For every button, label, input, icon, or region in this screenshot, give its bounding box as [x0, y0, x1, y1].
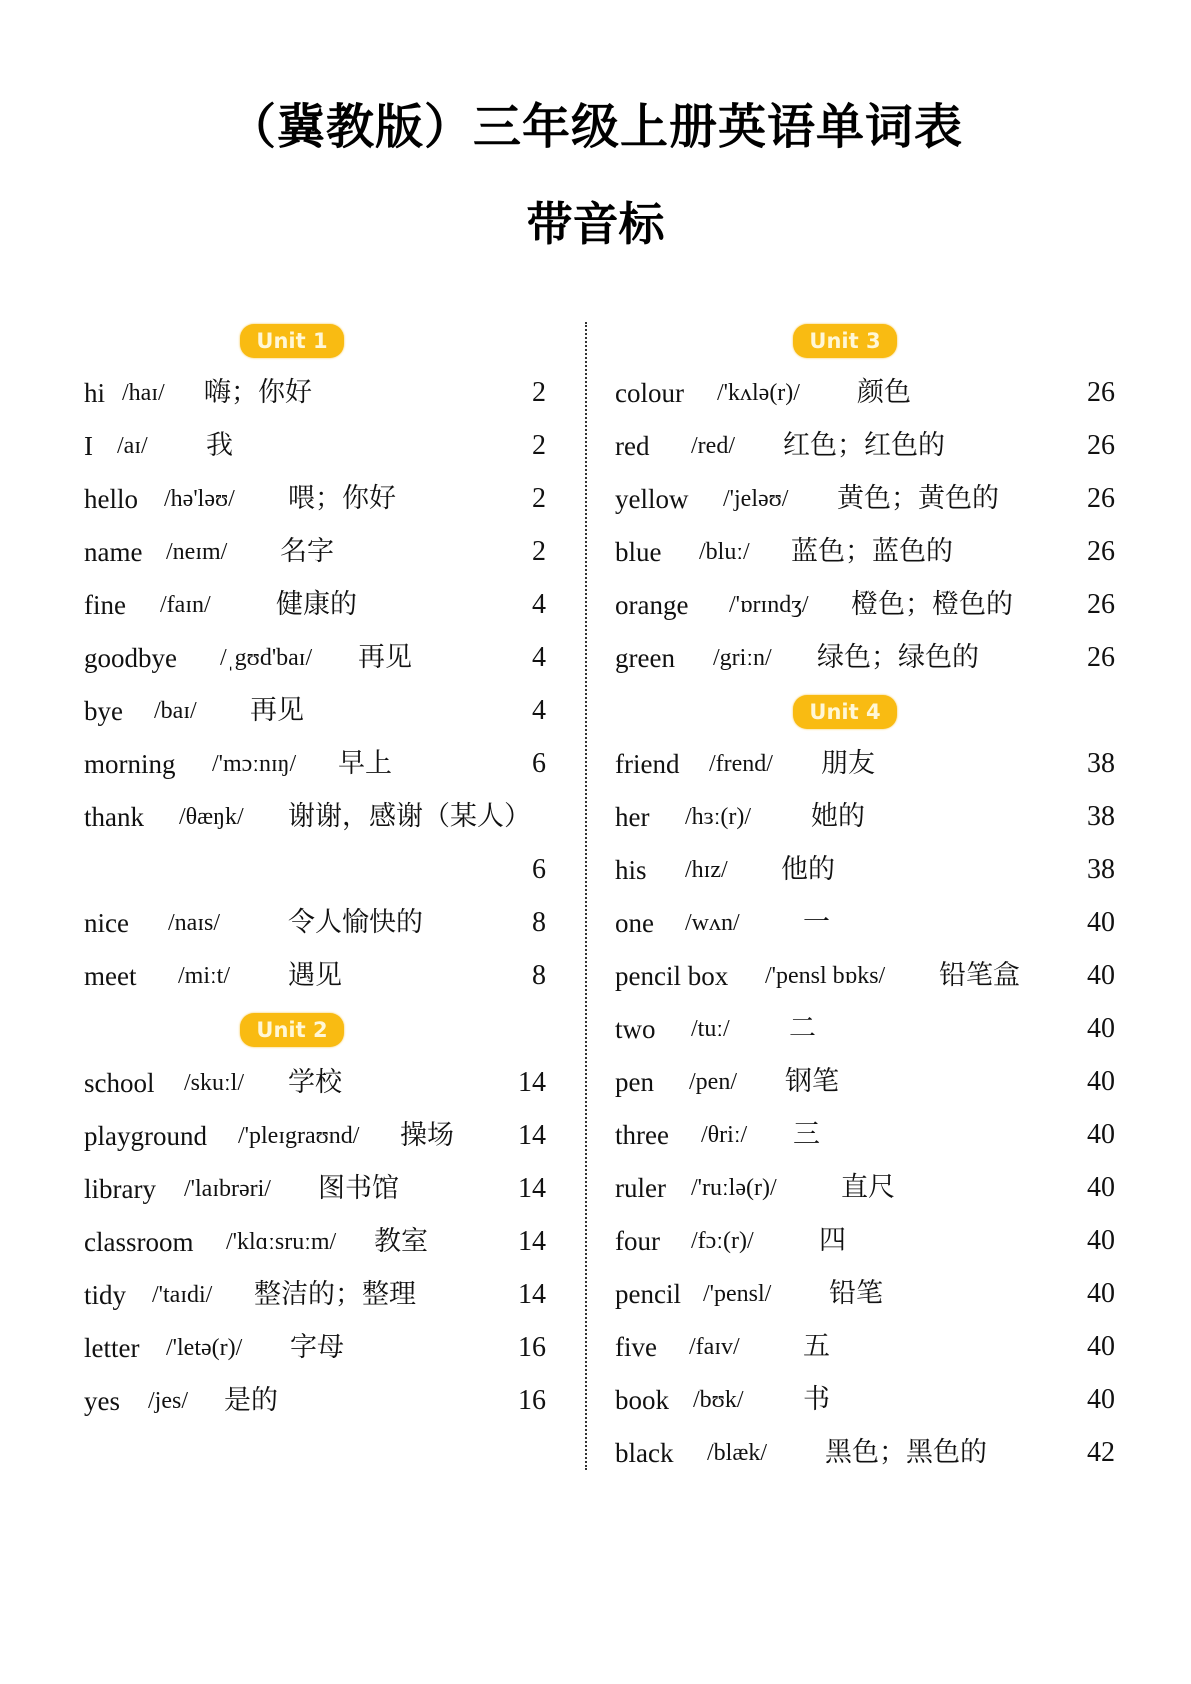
vocab-row — [615, 1274, 1115, 1314]
meaning: 早上 — [338, 748, 392, 779]
word: fine — [84, 590, 126, 620]
meaning: 蓝色；蓝色的 — [791, 536, 953, 567]
meaning: 三 — [793, 1119, 820, 1150]
vocab-row — [84, 903, 546, 943]
meaning: 铅笔 — [829, 1278, 883, 1309]
vocab-row — [615, 903, 1115, 943]
phonetic: /'mɔːnɪŋ/ — [212, 751, 297, 777]
word: school — [84, 1068, 155, 1098]
phonetic: /haɪ/ — [122, 380, 165, 406]
vocab-row — [84, 585, 546, 625]
vocab-row — [84, 426, 546, 466]
word: pencil box — [615, 961, 729, 991]
phonetic: /'taɪdi/ — [152, 1282, 213, 1308]
page-number: 40 — [1087, 907, 1115, 938]
page-number: 26 — [1087, 642, 1115, 673]
vocab-row — [615, 850, 1115, 890]
phonetic: /baɪ/ — [154, 698, 197, 724]
page-number: 2 — [532, 377, 546, 408]
page-number: 6 — [532, 748, 546, 779]
vocab-row — [84, 479, 546, 519]
phonetic: /bluː/ — [699, 539, 750, 565]
page-subtitle: 带音标 — [526, 197, 665, 251]
page-number: 42 — [1087, 1437, 1115, 1468]
page-number: 2 — [532, 536, 546, 567]
vocab-row — [615, 532, 1115, 572]
page-number: 26 — [1087, 377, 1115, 408]
word: four — [615, 1226, 660, 1256]
vocab-row — [84, 956, 546, 996]
meaning: 谢谢，感谢（某人） — [288, 801, 531, 832]
page-number: 26 — [1087, 536, 1115, 567]
meaning: 五 — [803, 1331, 830, 1362]
page-number: 2 — [532, 430, 546, 461]
page-number: 14 — [518, 1067, 546, 1098]
page-number: 40 — [1087, 1278, 1115, 1309]
page-number: 40 — [1087, 1119, 1115, 1150]
word: orange — [615, 590, 689, 620]
phonetic: /'klɑːsruːm/ — [226, 1229, 337, 1255]
page-number: 8 — [532, 960, 546, 991]
page-number: 38 — [1087, 801, 1115, 832]
meaning: 直尺 — [841, 1172, 895, 1203]
word: goodbye — [84, 643, 177, 673]
page-number: 4 — [532, 589, 546, 620]
word: yes — [84, 1386, 120, 1416]
meaning: 绿色；绿色的 — [817, 642, 979, 673]
word: friend — [615, 749, 680, 779]
meaning: 整洁的；整理 — [254, 1279, 416, 1310]
phonetic: /pen/ — [689, 1069, 737, 1095]
vocab-row — [615, 1168, 1115, 1208]
word: colour — [615, 378, 684, 408]
phonetic: /'ɒrɪndʒ/ — [729, 592, 809, 618]
vocab-row — [615, 744, 1115, 784]
meaning: 他的 — [781, 854, 835, 885]
vocab-row — [84, 1381, 546, 1421]
word: morning — [84, 749, 176, 779]
meaning: 名字 — [280, 536, 334, 567]
meaning: 橙色；橙色的 — [851, 589, 1013, 620]
word: yellow — [615, 484, 689, 514]
vocab-row — [84, 1169, 546, 1209]
phonetic: /faɪv/ — [689, 1334, 740, 1360]
phonetic: /faɪn/ — [160, 592, 211, 618]
meaning: 书 — [803, 1384, 830, 1415]
page-number: 16 — [518, 1332, 546, 1363]
meaning: 一 — [803, 907, 830, 938]
meaning: 再见 — [250, 695, 304, 726]
meaning: 健康的 — [276, 589, 357, 620]
meaning: 操场 — [400, 1120, 454, 1151]
vocab-row — [84, 797, 546, 890]
page-number: 14 — [518, 1226, 546, 1257]
word: five — [615, 1332, 657, 1362]
meaning: 朋友 — [821, 748, 875, 779]
page-number: 16 — [518, 1385, 546, 1416]
phonetic: /'jeləʊ/ — [723, 486, 789, 512]
phonetic: /bʊk/ — [693, 1387, 744, 1413]
phonetic: /'laɪbrəri/ — [184, 1176, 271, 1202]
vocab-row — [84, 1328, 546, 1368]
page-number: 40 — [1087, 1331, 1115, 1362]
page-number: 2 — [532, 483, 546, 514]
phonetic: /miːt/ — [178, 963, 231, 989]
phonetic: /'ruːlə(r)/ — [691, 1175, 777, 1201]
word: her — [615, 802, 650, 832]
meaning: 黑色；黑色的 — [825, 1437, 987, 1468]
phonetic: /tuː/ — [691, 1016, 730, 1042]
vocab-row — [84, 638, 546, 678]
meaning: 是的 — [224, 1385, 278, 1416]
page-number: 38 — [1087, 748, 1115, 779]
phonetic: /naɪs/ — [168, 910, 220, 936]
word: green — [615, 643, 675, 673]
word: classroom — [84, 1227, 194, 1257]
page-number: 40 — [1087, 1225, 1115, 1256]
meaning: 嗨；你好 — [204, 377, 312, 408]
word: letter — [84, 1333, 140, 1363]
word: his — [615, 855, 647, 885]
meaning: 遇见 — [288, 960, 342, 991]
word: library — [84, 1174, 156, 1204]
page-number: 4 — [532, 695, 546, 726]
word: pencil — [615, 1279, 681, 1309]
vocab-row — [84, 1222, 546, 1262]
phonetic: /blæk/ — [707, 1440, 768, 1466]
phonetic: /θriː/ — [701, 1122, 748, 1148]
word: playground — [84, 1121, 207, 1151]
unit-badge-1: Unit 1 — [240, 324, 344, 358]
phonetic: /red/ — [691, 433, 735, 459]
word: nice — [84, 908, 129, 938]
phonetic: /fɔː(r)/ — [691, 1228, 754, 1254]
phonetic: /'pleɪgraʊnd/ — [238, 1123, 360, 1149]
vocab-row — [84, 373, 546, 413]
meaning: 钢笔 — [785, 1066, 839, 1097]
vocab-row — [84, 532, 546, 572]
phonetic: /ˌgʊd'baɪ/ — [220, 645, 313, 671]
vocab-row — [84, 1063, 546, 1103]
phonetic: /hə'ləʊ/ — [164, 486, 235, 512]
unit-badge-4: Unit 4 — [793, 695, 897, 729]
meaning: 再见 — [358, 642, 412, 673]
page-number: 14 — [518, 1173, 546, 1204]
phonetic: /'pensl/ — [703, 1281, 772, 1307]
page-number: 40 — [1087, 960, 1115, 991]
vocab-row — [615, 426, 1115, 466]
page-number: 38 — [1087, 854, 1115, 885]
page-number: 6 — [532, 854, 546, 885]
word: blue — [615, 537, 662, 567]
unit-badge-3: Unit 3 — [793, 324, 897, 358]
vocab-row — [615, 373, 1115, 413]
meaning: 令人愉快的 — [288, 907, 423, 938]
word: tidy — [84, 1280, 127, 1310]
page-number: 26 — [1087, 589, 1115, 620]
phonetic: /hɪz/ — [685, 857, 728, 883]
vocab-row — [615, 797, 1115, 837]
meaning: 四 — [819, 1225, 846, 1256]
phonetic: /hɜː(r)/ — [685, 804, 752, 830]
word: hello — [84, 484, 138, 514]
page-number: 40 — [1087, 1384, 1115, 1415]
vocab-row — [615, 1380, 1115, 1420]
page-title: （冀教版）三年级上册英语单词表 — [227, 99, 963, 155]
phonetic: /'pensl bɒks/ — [765, 963, 886, 989]
page-number: 26 — [1087, 483, 1115, 514]
word: ruler — [615, 1173, 666, 1203]
word: hi — [84, 378, 106, 408]
vocab-row — [615, 1009, 1115, 1049]
word: three — [615, 1120, 669, 1150]
phonetic: /griːn/ — [713, 645, 772, 671]
phonetic: /skuːl/ — [184, 1070, 245, 1096]
vocab-row — [615, 479, 1115, 519]
unit-badge-2: Unit 2 — [240, 1013, 344, 1047]
meaning: 图书馆 — [318, 1173, 399, 1204]
word: two — [615, 1014, 656, 1044]
phonetic: /aɪ/ — [117, 433, 148, 459]
vocab-row — [615, 1115, 1115, 1155]
phonetic: /wʌn/ — [685, 910, 740, 936]
vocab-row — [84, 744, 546, 784]
word: book — [615, 1385, 669, 1415]
word: I — [84, 431, 93, 461]
vocab-row — [615, 1433, 1115, 1473]
word: red — [615, 431, 650, 461]
word: meet — [84, 961, 137, 991]
meaning: 我 — [206, 430, 233, 461]
page-number: 40 — [1087, 1172, 1115, 1203]
word: bye — [84, 696, 123, 726]
meaning: 颜色 — [857, 377, 911, 408]
vocab-row — [615, 1221, 1115, 1261]
word: one — [615, 908, 654, 938]
vocab-row — [615, 585, 1115, 625]
vocab-row — [615, 1327, 1115, 1367]
meaning: 黄色；黄色的 — [837, 483, 999, 514]
phonetic: /frend/ — [709, 751, 773, 777]
meaning: 红色；红色的 — [783, 430, 945, 461]
vocab-row — [615, 956, 1115, 996]
meaning: 二 — [789, 1013, 816, 1044]
page-number: 26 — [1087, 430, 1115, 461]
meaning: 喂；你好 — [288, 483, 396, 514]
vocab-row — [615, 638, 1115, 678]
page-number: 4 — [532, 642, 546, 673]
meaning: 教室 — [374, 1226, 428, 1257]
column-divider — [585, 322, 587, 1470]
page-number: 8 — [532, 907, 546, 938]
word: name — [84, 537, 143, 567]
meaning: 字母 — [290, 1332, 344, 1363]
phonetic: /jes/ — [148, 1388, 188, 1414]
meaning: 学校 — [288, 1067, 342, 1098]
vocab-row — [84, 691, 546, 731]
phonetic: /neɪm/ — [166, 539, 228, 565]
page-number: 14 — [518, 1279, 546, 1310]
page-number: 40 — [1087, 1066, 1115, 1097]
word: black — [615, 1438, 674, 1468]
page-number: 40 — [1087, 1013, 1115, 1044]
phonetic: /'kʌlə(r)/ — [717, 380, 800, 406]
meaning: 铅笔盒 — [939, 960, 1020, 991]
meaning: 她的 — [811, 801, 865, 832]
vocab-row — [84, 1275, 546, 1315]
phonetic: /θæŋk/ — [179, 804, 244, 830]
word: thank — [84, 802, 144, 832]
vocab-row — [84, 1116, 546, 1156]
page-number: 14 — [518, 1120, 546, 1151]
word: pen — [615, 1067, 654, 1097]
phonetic: /'letə(r)/ — [166, 1335, 243, 1361]
vocab-row — [615, 1062, 1115, 1102]
